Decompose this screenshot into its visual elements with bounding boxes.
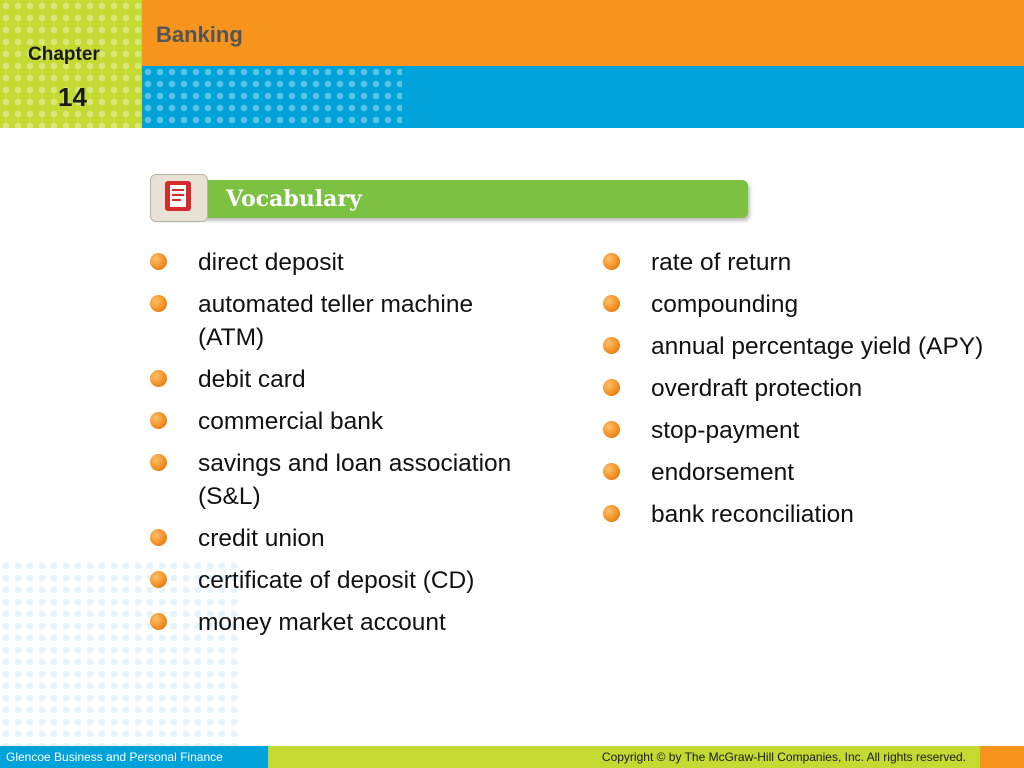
bullet-icon <box>603 253 620 270</box>
list-item <box>150 405 530 438</box>
list-item <box>150 564 530 597</box>
chapter-block <box>0 0 142 128</box>
term-label: bank reconciliation <box>651 501 854 528</box>
term-label: credit union <box>198 525 325 552</box>
list-item <box>150 606 530 639</box>
list-item <box>603 330 1003 363</box>
bullet-icon <box>150 571 167 588</box>
chapter-number: 14 <box>58 82 87 112</box>
document-icon <box>150 174 208 222</box>
term-label: debit card <box>198 366 306 393</box>
footer-accent <box>980 746 1024 768</box>
list-item <box>603 456 1003 489</box>
list-item <box>150 363 530 396</box>
bullet-icon <box>150 613 167 630</box>
bullet-icon <box>603 421 620 438</box>
footer-book-title: Glencoe Business and Personal Finance <box>0 746 268 768</box>
term-label: stop-payment <box>651 417 800 444</box>
term-label: direct deposit <box>198 249 344 276</box>
header-orange-band <box>142 0 1024 66</box>
page-title: Banking <box>156 22 243 47</box>
term-label: overdraft protection <box>651 375 863 402</box>
bullet-icon <box>150 295 167 312</box>
footer-copyright: Copyright © by The McGraw-Hill Companies, Inc. All rights reserved. <box>268 746 980 768</box>
list-item <box>603 288 1003 321</box>
list-item <box>150 288 530 354</box>
bullet-icon <box>150 370 167 387</box>
chapter-label: Chapter <box>28 44 100 65</box>
list-item <box>603 372 1003 405</box>
term-label: annual percentage yield (APY) <box>651 333 984 360</box>
bullet-icon <box>603 337 620 354</box>
bullet-icon <box>603 379 620 396</box>
bullet-icon <box>150 253 167 270</box>
term-label: compounding <box>651 291 799 318</box>
vocabulary-list-left <box>150 246 530 648</box>
term-label: commercial bank <box>198 408 384 435</box>
bullet-icon <box>150 529 167 546</box>
list-item <box>150 522 530 555</box>
vocabulary-list-right <box>603 246 1003 540</box>
term-label: automated teller machine (ATM) <box>198 291 474 351</box>
bullet-icon <box>603 463 620 480</box>
header-dot-pattern <box>142 66 402 128</box>
list-item <box>150 447 530 513</box>
bullet-icon <box>603 505 620 522</box>
term-label: money market account <box>198 609 446 636</box>
header-blue-band <box>142 66 1024 128</box>
bullet-icon <box>603 295 620 312</box>
bullet-icon <box>150 412 167 429</box>
term-label: certificate of deposit (CD) <box>198 567 475 594</box>
term-label: savings and loan association (S&L) <box>198 450 512 510</box>
bullet-icon <box>150 454 167 471</box>
list-item <box>150 246 530 279</box>
list-item <box>603 414 1003 447</box>
term-label: endorsement <box>651 459 795 486</box>
term-label: rate of return <box>651 249 792 276</box>
list-item <box>603 498 1003 531</box>
list-item <box>603 246 1003 279</box>
section-title: Vocabulary <box>226 186 362 212</box>
